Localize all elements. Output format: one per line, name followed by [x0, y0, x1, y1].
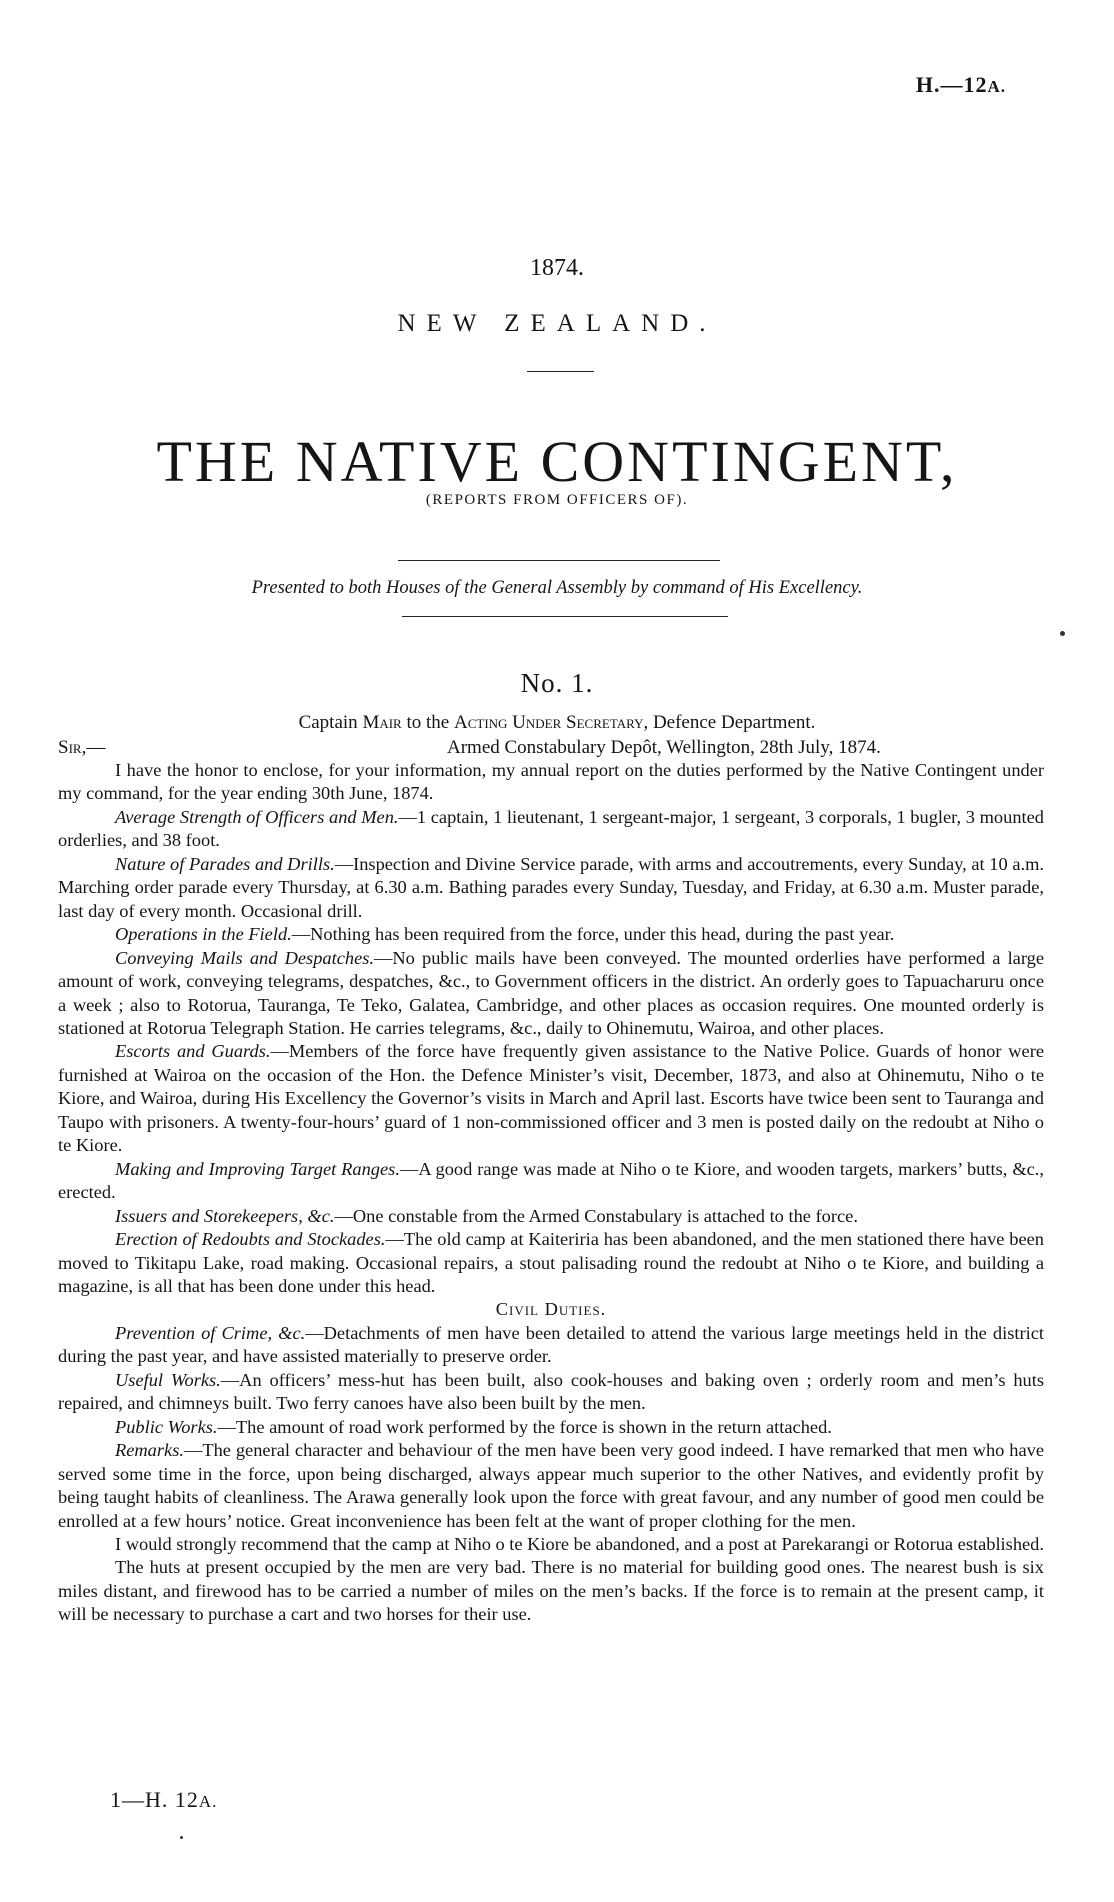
divider	[527, 371, 594, 372]
page-title: THE NATIVE CONTINGENT,	[156, 429, 958, 494]
presentation-note: Presented to both Houses of the General Assembly by command of His Excellency.	[251, 578, 863, 598]
paragraph: I would strongly recommend that the camp at Niho o te Kiore be abandoned, and a post at Parekarangi or Rotorua established.	[115, 1533, 1044, 1554]
paragraph: Nature of Parades and Drills.—Inspection and Divine Service parade, with arms and accoutrements, every Sunday, at 10 a.m. Marching order parade every Thursday, at 6.30 a.m. Bathing parades every Sunday, Tuesday, and Friday, at 6.30 a.m. Muster parade, last day of every month. Occasional drill.	[58, 853, 1044, 921]
paragraph: Public Works.—The amount of road work performed by the force is shown in the return attached.	[115, 1416, 832, 1437]
paragraph: Operations in the Field.—Nothing has been required from the force, under this head, during the past year.	[115, 924, 895, 945]
divider	[398, 560, 720, 561]
paragraph: Issuers and Storekeepers, &c.—One constable from the Armed Constabulary is attached to the force.	[115, 1205, 858, 1226]
paragraph: Useful Works.—An officers’ mess-hut has been built, also cook-houses and baking oven ; orderly room and men’s huts repaired, and chimneys built. Two ferry canoes have also been built by the men.	[58, 1369, 1045, 1414]
letter-heading: Captain Mair to the Acting Under Secretary, Defence Department.	[298, 712, 816, 733]
page-subtitle: (REPORTS FROM OFFICERS OF).	[425, 492, 689, 508]
paragraph: Making and Improving Target Ranges.—A good range was made at Niho o te Kiore, and wooden targets, markers’ butts, &c., erected.	[58, 1158, 1044, 1203]
paragraph: I have the honor to enclose, for your information, my annual report on the duties performed by the Native Contingent under my command, for the year ending 30th June, 1874.	[58, 760, 1044, 804]
paragraph: Prevention of Crime, &c.—Detachments of men have been detailed to attend the various large meetings held in the district during the past year, and have assisted materially to preserve order.	[58, 1322, 1044, 1367]
divider	[402, 616, 728, 617]
document-number: No. 1.	[520, 668, 594, 698]
paragraph: Conveying Mails and Despatches.—No public mails have been conveyed. The mounted orderlies have performed a large amount of work, conveying telegrams, despatches, &c., to Government officers in the district. An orderly goes to Tapuacharuru once a week ; also to Rotorua, Tauranga, Te Teko, Galatea, Cambridge, and other places as occasion requires. One mounted orderly is stationed at Rotorua Telegraph Station. He carries telegrams, &c., daily to Ohinemutu, Wairoa, and other places.	[58, 947, 1044, 1038]
page-signature: 1—H. 12A.	[110, 1787, 218, 1812]
paragraph: Erection of Redoubts and Stockades.—The old camp at Kaiteriria has been abandoned, and the men stationed there have been moved to Tikitapu Lake, road making. Occasional repairs, a stout palisading round the redoubt at Niho o te Kiore, and building a magazine, is all that has been done under this head.	[58, 1229, 1044, 1296]
paragraph: The huts at present occupied by the men are very bad. There is no material for building good ones. The nearest bush is six miles distant, and firewood has to be carried a number of miles on the men’s backs. If the force is to remain at the present camp, it will be necessary to purchase a cart and two horses for their use.	[58, 1557, 1044, 1625]
document-reference: H.—12A.	[915, 72, 1006, 97]
salutation: Sir,—	[58, 737, 106, 758]
country: NEW ZEALAND.	[397, 310, 717, 337]
speck	[180, 1836, 183, 1839]
section-heading: Civil Duties.	[495, 1299, 607, 1320]
paragraph: Average Strength of Officers and Men.—1 captain, 1 lieutenant, 1 sergeant-major, 1 sergeant, 3 corporals, 1 bugler, 3 mounted orderlies, and 38 foot.	[58, 806, 1044, 851]
speck	[1060, 631, 1065, 636]
letter-address: Armed Constabulary Depôt, Wellington, 28th July, 1874.	[447, 737, 881, 758]
paragraph: Remarks.—The general character and behaviour of the men have been very good indeed. I have remarked that men who have served some time in the force, upon being discharged, always appear much superior to the other Natives, and evidently profit by being taught habits of cleanliness. The Arawa generally look upon the force with great favour, and any number of good men could be enrolled at a few hours’ notice. Great inconvenience has been felt at the want of proper clothing for the men.	[58, 1440, 1044, 1531]
year: 1874.	[530, 255, 584, 281]
paragraph: Escorts and Guards.—Members of the force have frequently given assistance to the Native Police. Guards of honor were furnished at Wairoa on the occasion of the Hon. the Defence Minister’s visit, December, 1873, and also at Ohinemutu, Niho o te Kiore, and Wairoa, during His Excellency the Governor’s visits in March and April last. Escorts have twice been sent to Tauranga and Taupo with prisoners. A twenty-four-hours’ guard of 1 non-commissioned officer and 3 men is posted daily on the redoubt at Niho o te Kiore.	[58, 1041, 1044, 1156]
report-body	[58, 759, 1044, 1627]
